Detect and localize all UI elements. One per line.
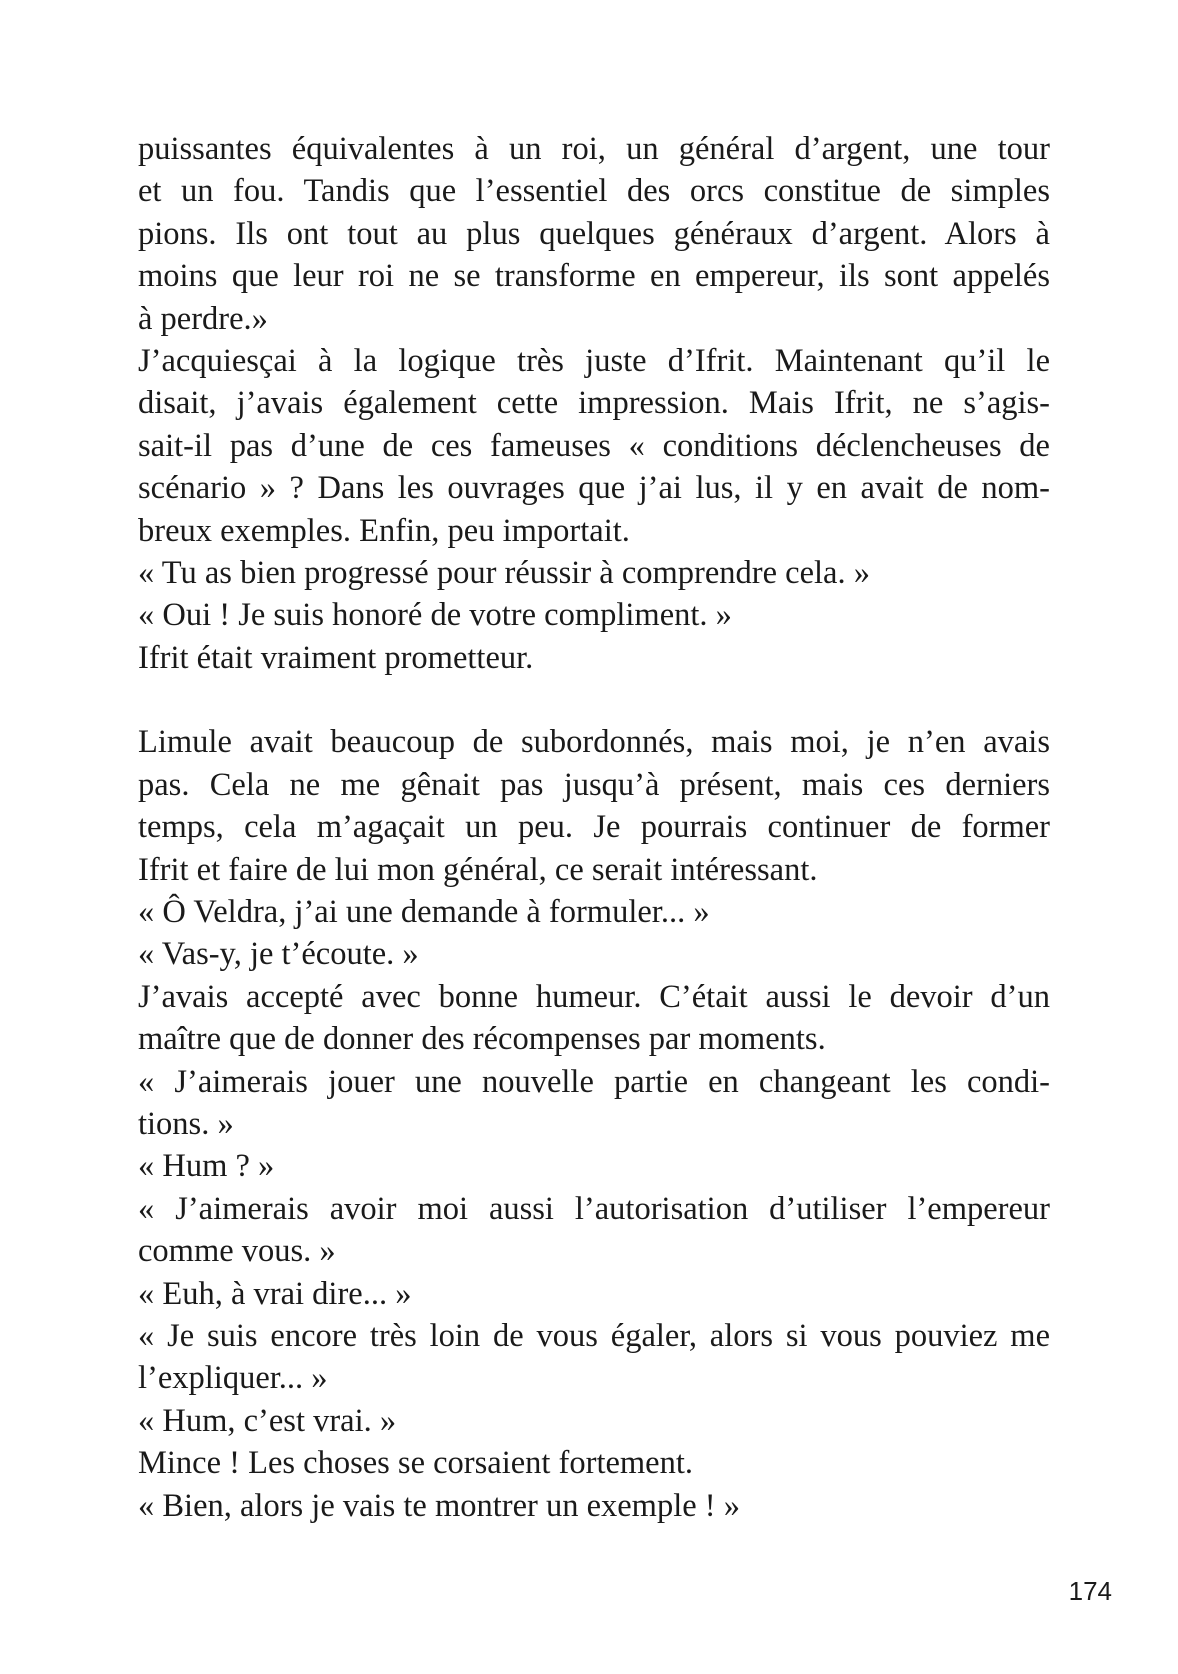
text-line: « Je suis encore très loin de vous égaler, alors si vous pouviez me bbox=[138, 1317, 1050, 1354]
text-line: « J’aimerais jouer une nouvelle partie en changeant les condi- bbox=[138, 1063, 1050, 1100]
text-line: pions. Ils ont tout au plus quelques généraux d’argent. Alors à bbox=[138, 215, 1050, 252]
text-line: « Oui ! Je suis honoré de votre compliment. » bbox=[138, 597, 732, 634]
text-line: temps, cela m’agaçait un peu. Je pourrais continuer de former bbox=[138, 809, 1050, 846]
text-line: « Bien, alors je vais te montrer un exemple ! » bbox=[138, 1487, 740, 1524]
text-line: « Hum ? » bbox=[138, 1148, 275, 1185]
page-number: 174 bbox=[1068, 1576, 1112, 1606]
text-line: J’acquiesçai à la logique très juste d’Ifrit. Maintenant qu’il le bbox=[138, 342, 1050, 379]
text-line: « Hum, c’est vrai. » bbox=[138, 1402, 397, 1439]
text-line: « Tu as bien progressé pour réussir à comprendre cela. » bbox=[138, 554, 870, 591]
text-line: « Euh, à vrai dire... » bbox=[138, 1275, 412, 1312]
text-line: Limule avait beaucoup de subordonnés, mais moi, je n’en avais bbox=[138, 724, 1050, 761]
text-line: Ifrit était vraiment prometteur. bbox=[138, 639, 534, 676]
text-line: puissantes équivalentes à un roi, un général d’argent, une tour bbox=[138, 131, 1050, 167]
text-line: disait, j’avais également cette impression. Mais Ifrit, ne s’agis- bbox=[138, 385, 1050, 422]
text-line: l’expliquer... » bbox=[138, 1360, 328, 1397]
text-line: à perdre.» bbox=[138, 300, 268, 337]
text-line: comme vous. » bbox=[138, 1233, 336, 1270]
text-line: « Vas-y, je t’écoute. » bbox=[138, 936, 419, 973]
text-line: J’avais accepté avec bonne humeur. C’était aussi le devoir d’un bbox=[138, 978, 1050, 1015]
blank-line bbox=[138, 679, 1050, 721]
text-line: Mince ! Les choses se corsaient fortement. bbox=[138, 1445, 694, 1482]
text-line: scénario » ? Dans les ouvrages que j’ai lus, il y en avait de nom- bbox=[138, 470, 1050, 507]
text-line: moins que leur roi ne se transforme en empereur, ils sont appelés bbox=[138, 258, 1050, 295]
text-line: « Ô Veldra, j’ai une demande à formuler... » bbox=[138, 894, 710, 931]
text-line: pas. Cela ne me gênait pas jusqu’à présent, mais ces derniers bbox=[138, 766, 1050, 803]
text-line: Ifrit et faire de lui mon général, ce serait intéressant. bbox=[138, 851, 818, 888]
text-line: breux exemples. Enfin, peu importait. bbox=[138, 512, 630, 549]
body-text bbox=[138, 128, 1050, 1527]
text-line: et un fou. Tandis que l’essentiel des orcs constitue de simples bbox=[138, 173, 1050, 210]
text-line: maître que de donner des récompenses par moments. bbox=[138, 1021, 826, 1058]
text-line: sait-il pas d’une de ces fameuses « conditions déclencheuses de bbox=[138, 427, 1050, 464]
text-line: « J’aimerais avoir moi aussi l’autorisation d’utiliser l’empereur bbox=[138, 1190, 1050, 1227]
text-line: tions. » bbox=[138, 1105, 234, 1142]
